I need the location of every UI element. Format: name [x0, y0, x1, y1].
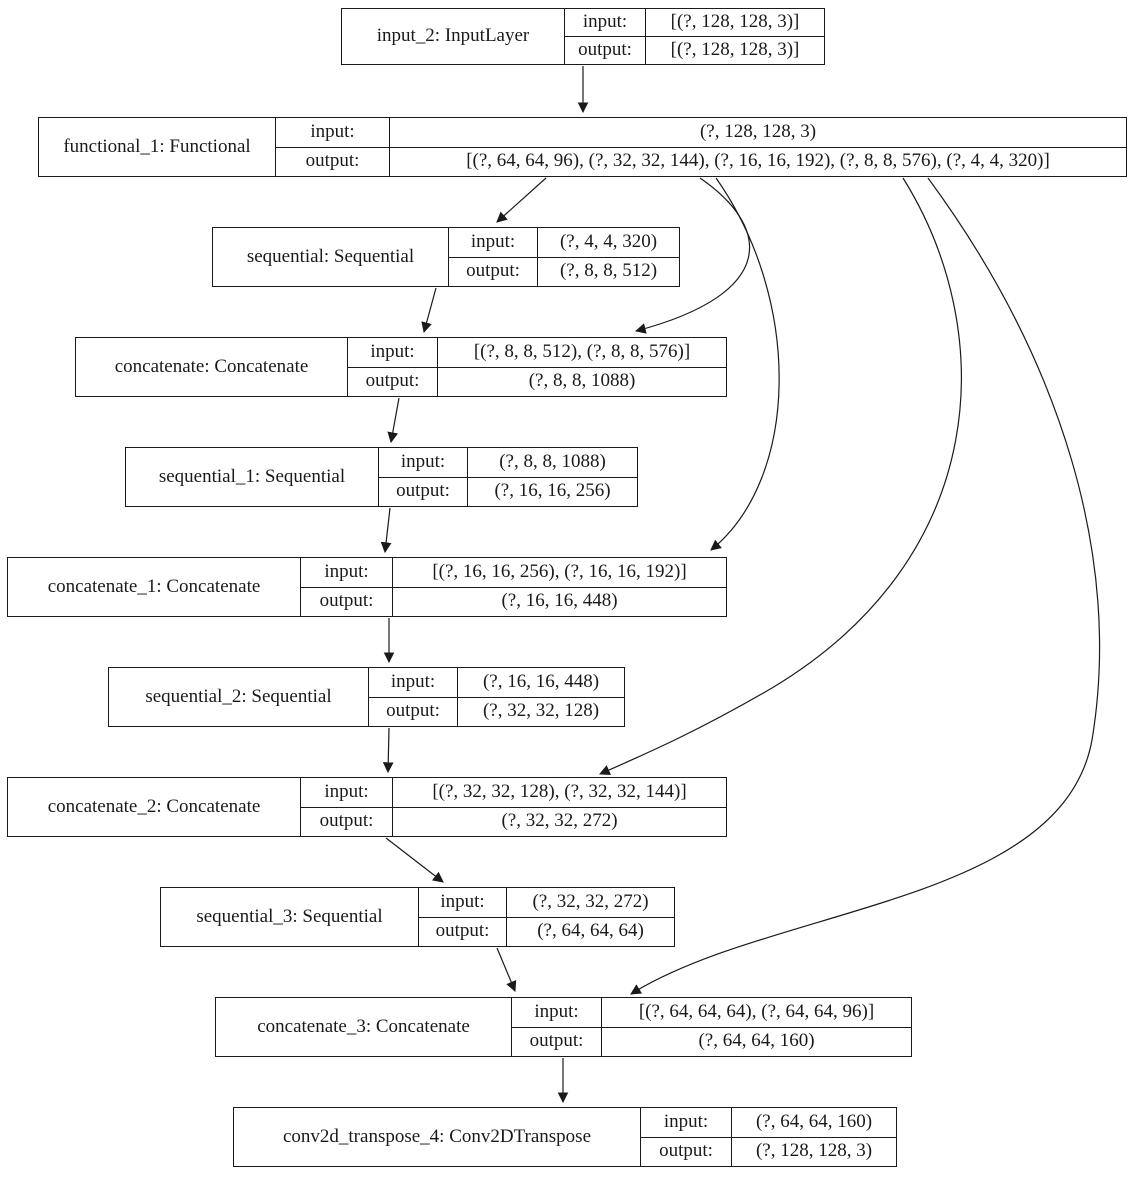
input-shape: (?, 64, 64, 160)	[755, 1110, 873, 1132]
input-shape: [(?, 64, 64, 64), (?, 64, 64, 96)]	[638, 1000, 875, 1022]
output-label: output:	[301, 588, 393, 617]
output-shape: (?, 16, 16, 448)	[501, 590, 618, 612]
input-label: input:	[419, 888, 507, 917]
layer-name: sequential: Sequential	[213, 228, 449, 286]
layer-node-concatenate	[75, 337, 727, 397]
layer-name: concatenate_2: Concatenate	[8, 778, 301, 836]
output-shape: (?, 64, 64, 160)	[698, 1030, 815, 1052]
layer-name: conv2d_transpose_4: Conv2DTranspose	[234, 1108, 641, 1166]
output-label: output:	[419, 918, 507, 947]
output-shape: (?, 16, 16, 256)	[494, 480, 611, 502]
input-label: input:	[301, 558, 393, 587]
layer-node-sequential_1	[125, 447, 638, 507]
input-label: input:	[512, 998, 602, 1027]
layer-name: sequential_1: Sequential	[126, 448, 379, 506]
input-label: input:	[641, 1108, 732, 1137]
input-shape: (?, 8, 8, 1088)	[499, 450, 606, 472]
input-label: input:	[301, 778, 393, 807]
layer-node-sequential_3	[160, 887, 675, 947]
input-label: input:	[449, 228, 538, 257]
input-shape: [(?, 32, 32, 128), (?, 32, 32, 144)]	[432, 780, 687, 802]
output-label: output:	[276, 148, 390, 177]
layer-name: concatenate_1: Concatenate	[8, 558, 301, 616]
output-label: output:	[348, 368, 438, 397]
output-shape: (?, 32, 32, 128)	[482, 700, 600, 722]
input-label: input:	[379, 448, 468, 477]
layer-node-input_2	[341, 8, 825, 65]
input-shape: [(?, 16, 16, 256), (?, 16, 16, 192)]	[432, 560, 687, 582]
output-shape: (?, 8, 8, 1088)	[528, 370, 636, 392]
layer-name: concatenate_3: Concatenate	[216, 998, 512, 1056]
output-shape: [(?, 64, 64, 96), (?, 32, 32, 144), (?, 16, 16, 192), (?, 8, 8, 576), (?, 4, 4, 320)]	[466, 150, 1050, 172]
output-label: output:	[369, 698, 458, 727]
output-shape: (?, 32, 32, 272)	[501, 810, 618, 832]
input-label: input:	[348, 338, 438, 367]
output-label: output:	[379, 478, 468, 507]
output-shape: (?, 128, 128, 3)	[755, 1140, 873, 1162]
output-label: output:	[449, 258, 538, 287]
output-shape: (?, 64, 64, 64)	[537, 920, 644, 942]
input-shape: (?, 128, 128, 3)	[699, 120, 817, 142]
layer-name: sequential_2: Sequential	[109, 668, 369, 726]
layer-node-concatenate_3	[215, 997, 912, 1057]
layer-node-concatenate_2	[7, 777, 727, 837]
input-label: input:	[565, 9, 646, 36]
input-label: input:	[276, 118, 390, 147]
layer-name: concatenate: Concatenate	[76, 338, 348, 396]
layer-name: input_2: InputLayer	[342, 9, 565, 64]
output-label: output:	[641, 1138, 732, 1167]
input-label: input:	[369, 668, 458, 697]
output-shape: (?, 8, 8, 512)	[559, 260, 658, 282]
layer-node-concatenate_1	[7, 557, 727, 617]
edge-sequential-concatenate	[424, 288, 436, 332]
layer-node-functional_1	[38, 117, 1127, 177]
edge-sequential_3-concatenate_3	[497, 948, 515, 991]
output-label: output:	[512, 1028, 602, 1057]
input-shape: (?, 16, 16, 448)	[482, 670, 600, 692]
layer-node-sequential	[212, 227, 680, 287]
edge-concatenate_2-sequential_3	[386, 838, 443, 882]
output-shape: [(?, 128, 128, 3)]	[670, 39, 800, 61]
layer-node-conv2d_transpose_4	[233, 1107, 897, 1167]
edge-sequential_1-concatenate_1	[385, 508, 390, 552]
input-shape: (?, 4, 4, 320)	[559, 230, 658, 252]
output-label: output:	[301, 808, 393, 837]
layer-name: sequential_3: Sequential	[161, 888, 419, 946]
layer-name: functional_1: Functional	[39, 118, 276, 176]
layer-node-sequential_2	[108, 667, 625, 727]
input-shape: [(?, 128, 128, 3)]	[670, 11, 800, 33]
edge-concatenate-sequential_1	[391, 398, 399, 442]
output-label: output:	[565, 37, 646, 64]
input-shape: (?, 32, 32, 272)	[532, 890, 649, 912]
edge-sequential_2-concatenate_2	[388, 728, 389, 772]
edge-functional_1-sequential	[497, 178, 546, 222]
input-shape: [(?, 8, 8, 512), (?, 8, 8, 576)]	[473, 340, 691, 362]
